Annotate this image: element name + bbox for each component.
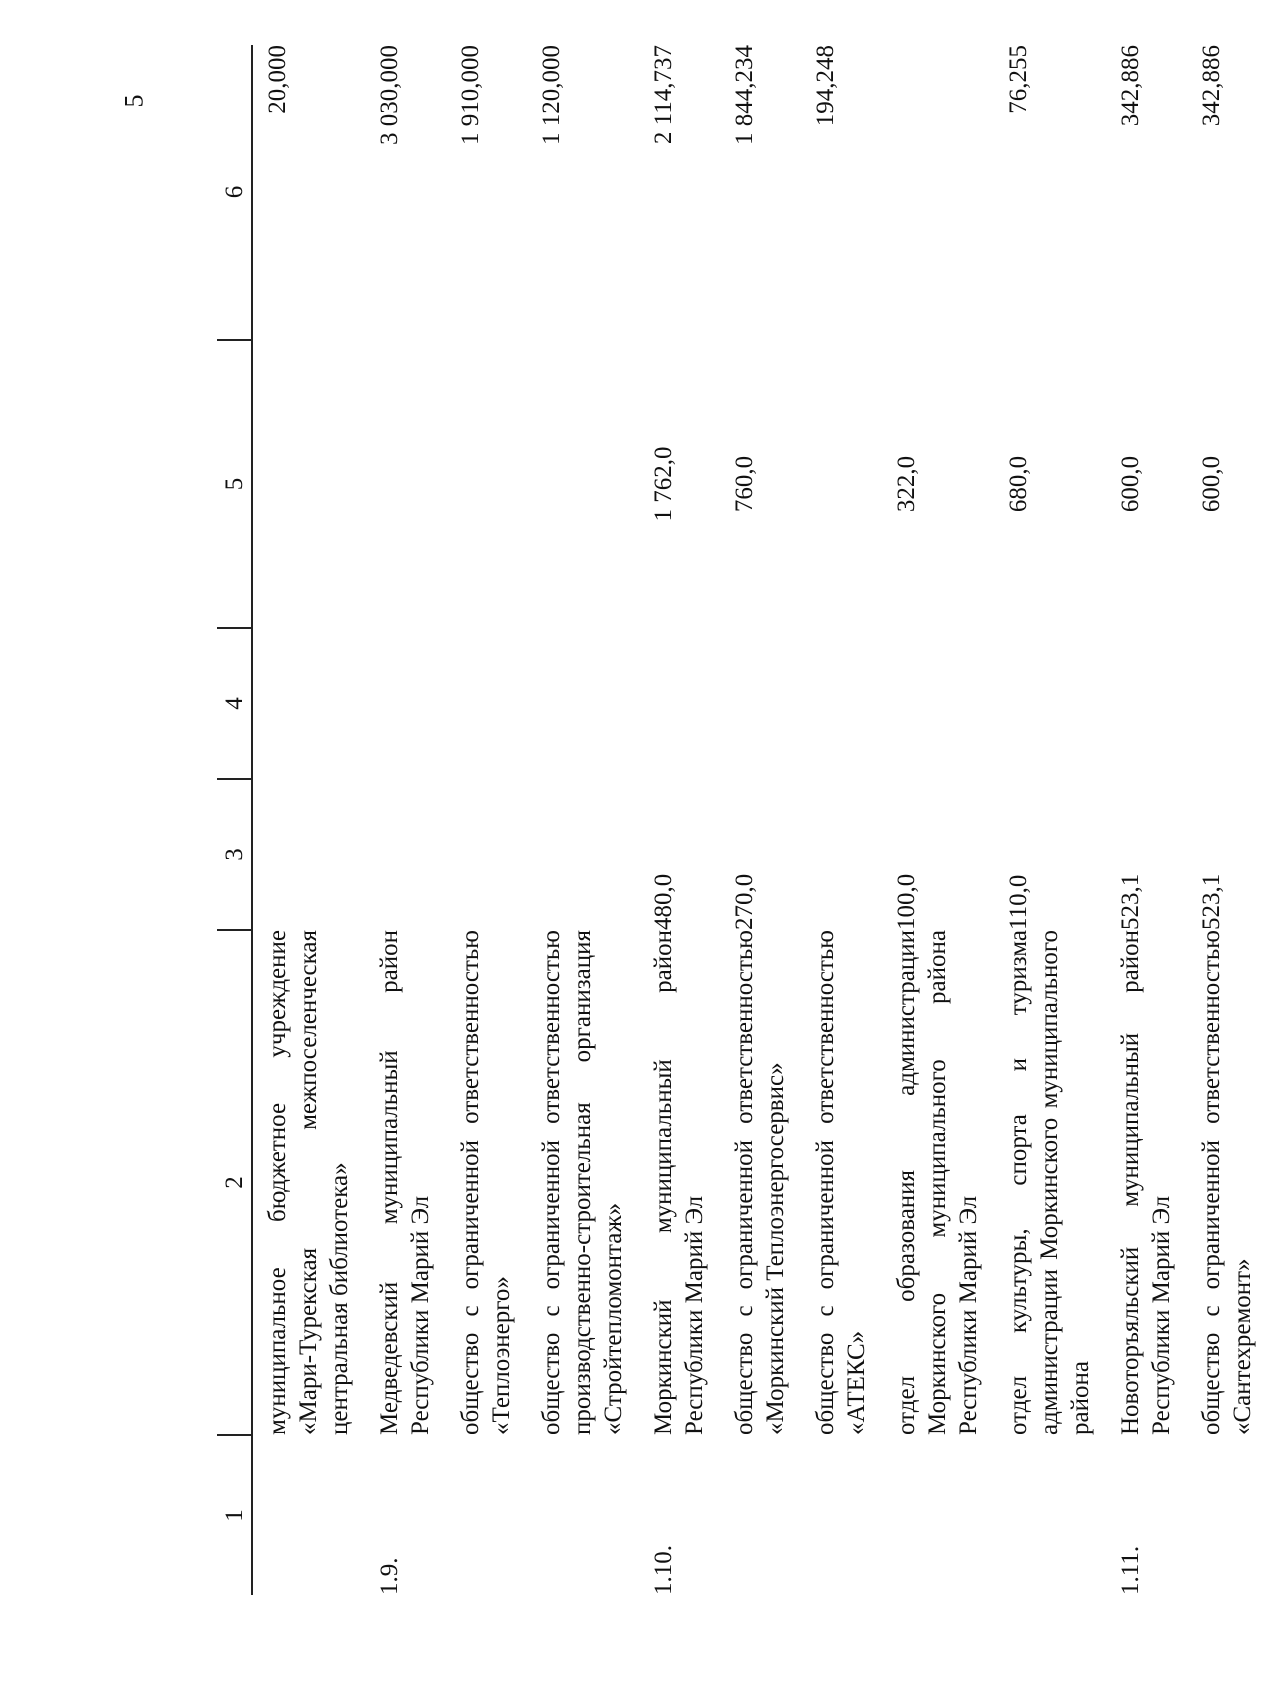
table-row xyxy=(365,45,446,1595)
row-col3-value: 523,1 xyxy=(1117,873,1144,930)
row-name: муниципальное бюджетное учреждение «Мари-Турекская межпоселенческая центральная библиотека» xyxy=(264,930,353,1435)
row-name: общество с ограниченной ответственностью «Моркинский Теплоэнергосервис» xyxy=(731,930,789,1435)
row-number: 1.11. xyxy=(1117,1545,1144,1595)
row-number xyxy=(994,1435,1106,1595)
row-col5-value: 600,0 xyxy=(1117,455,1144,513)
data-table xyxy=(217,45,1268,1595)
row-name: общество с ограниченной ответственностью «АТЕКС» xyxy=(812,930,870,1435)
row-name: общество с ограниченной ответственностью «Теплоэнерго» xyxy=(457,930,515,1435)
row-number xyxy=(882,1435,994,1595)
row-col3-value: 270,0 xyxy=(731,873,758,930)
row-col4-value xyxy=(365,628,446,779)
row-col3-value: 480,0 xyxy=(650,873,677,930)
row-col4-value xyxy=(446,628,527,779)
row-col6-value: 20,000 xyxy=(264,45,291,114)
row-number xyxy=(801,1435,882,1595)
row-name: Медведевский муниципальный район Республики Марий Эл xyxy=(376,930,434,1435)
row-col6-value: 1 120,000 xyxy=(538,45,565,145)
row-col3-value: 523,1 xyxy=(1198,873,1225,930)
table-row xyxy=(994,45,1106,1595)
row-name: Моркинский муниципальный район Республики Марий Эл xyxy=(650,930,708,1435)
table-row xyxy=(720,45,801,1595)
row-col5-value: 680,0 xyxy=(1005,455,1032,513)
row-col6-value: 1 910,000 xyxy=(457,45,484,145)
column-header-1: 1 xyxy=(217,1435,252,1595)
row-col6-value: 342,886 xyxy=(1198,45,1225,127)
row-col3-value xyxy=(365,779,446,930)
row-number: 1.9. xyxy=(376,1557,403,1595)
row-col4-value xyxy=(639,628,720,779)
table-row xyxy=(252,45,365,1595)
row-col6-value: 76,255 xyxy=(1005,45,1032,114)
column-header-6: 6 xyxy=(217,45,252,340)
row-col4-value xyxy=(801,628,882,779)
rotated-table-wrapper xyxy=(217,45,1256,1595)
table-row xyxy=(882,45,994,1595)
row-col3-value: 100,0 xyxy=(893,873,920,930)
row-col3-value: 110,0 xyxy=(1005,874,1032,930)
row-col6-value xyxy=(882,45,994,340)
column-header-5: 5 xyxy=(217,340,252,628)
row-col4-value xyxy=(527,628,639,779)
table-row xyxy=(527,45,639,1595)
row-col5-value: 1 762,0 xyxy=(650,446,677,522)
row-name: Новоторъяльский муниципальный район Республики Марий Эл xyxy=(1117,930,1175,1435)
row-col4-value xyxy=(1106,628,1187,779)
row-col5-value xyxy=(252,340,365,628)
table-row xyxy=(446,45,527,1595)
row-col5-value: 322,0 xyxy=(893,455,920,513)
row-col3-value xyxy=(801,779,882,930)
row-col5-value xyxy=(527,340,639,628)
row-col4-value xyxy=(252,628,365,779)
table-body xyxy=(252,45,1268,1595)
row-name: отдел культуры, спорта и туризма администрации Моркинского муниципального района xyxy=(1005,930,1094,1435)
page-number: 5 xyxy=(119,94,149,108)
row-col5-value xyxy=(446,340,527,628)
column-header-4: 4 xyxy=(217,628,252,779)
row-number xyxy=(720,1435,801,1595)
row-number xyxy=(446,1435,527,1595)
table-row xyxy=(801,45,882,1595)
row-col6-value: 3 030,000 xyxy=(376,45,403,145)
table-header xyxy=(217,45,252,1595)
row-col5-value: 600,0 xyxy=(1198,455,1225,513)
row-col6-value: 1 844,234 xyxy=(731,45,758,145)
row-name: общество с ограниченной ответственностью «Сантехремонт» xyxy=(1198,930,1256,1435)
row-col5-value xyxy=(365,340,446,628)
row-name: общество с ограниченной ответственностью производственно-строительная организация «Стройтепломонтаж» xyxy=(538,930,627,1435)
row-col5-value xyxy=(801,340,882,628)
row-col3-value xyxy=(446,779,527,930)
table-row xyxy=(639,45,720,1595)
row-name: отдел образования администрации Моркинского муниципального района Республики Марий Эл xyxy=(893,930,982,1435)
row-col3-value xyxy=(527,779,639,930)
column-header-2: 2 xyxy=(217,930,252,1435)
row-col3-value xyxy=(252,779,365,930)
row-col6-value: 194,248 xyxy=(812,45,839,127)
row-col4-value xyxy=(1187,628,1268,779)
row-col5-value: 760,0 xyxy=(731,455,758,513)
column-header-3: 3 xyxy=(217,779,252,930)
table-row xyxy=(1106,45,1187,1595)
row-number xyxy=(252,1435,365,1595)
table-row xyxy=(1187,45,1268,1595)
row-col4-value xyxy=(882,628,994,779)
row-number xyxy=(527,1435,639,1595)
row-col6-value: 2 114,737 xyxy=(650,45,677,145)
row-col6-value: 342,886 xyxy=(1117,45,1144,127)
row-col4-value xyxy=(720,628,801,779)
row-number: 1.10. xyxy=(650,1545,677,1595)
row-number xyxy=(1187,1435,1268,1595)
row-col4-value xyxy=(994,628,1106,779)
